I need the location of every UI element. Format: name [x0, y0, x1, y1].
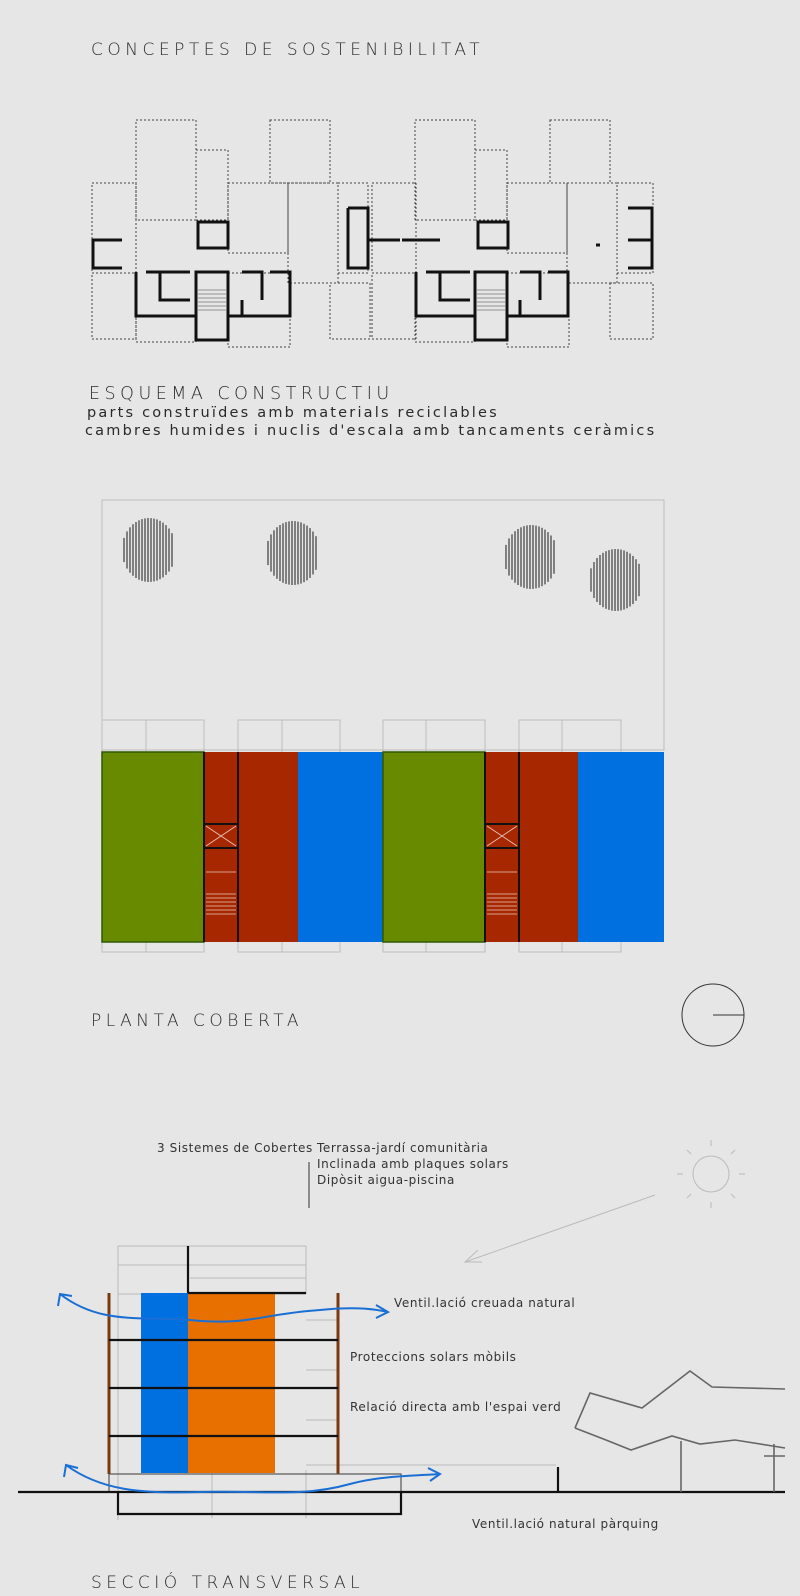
- roof-type-3: Dipòsit aigua-piscina: [317, 1173, 455, 1187]
- roof-type-1: Terrassa-jardí comunitària: [317, 1141, 489, 1155]
- roof-type-2: Inclinada amb plaques solars: [317, 1157, 509, 1171]
- section-title: SECCIÓ TRANSVERSAL: [91, 1573, 365, 1593]
- sun-icon: [677, 1140, 745, 1208]
- green-relation-label: Relació directa amb l'espai verd: [350, 1400, 562, 1414]
- sheet-title: CONCEPTES DE SOSTENIBILITAT: [91, 40, 485, 60]
- solar-protection-label: Proteccions solars mòbils: [350, 1350, 517, 1364]
- construction-line-1: parts construïdes amb materials reciclables: [87, 405, 499, 421]
- roofs-heading: 3 Sistemes de Cobertes: [157, 1141, 313, 1155]
- roof-plan-title: PLANTA COBERTA: [91, 1011, 303, 1031]
- construction-line-2: cambres humides i nuclis d'escala amb tancaments ceràmics: [85, 423, 657, 439]
- parking-ventilation-label: Ventil.lació natural pàrquing: [472, 1517, 659, 1531]
- cross-ventilation-label: Ventil.lació creuada natural: [394, 1296, 576, 1310]
- tree-icon: [575, 1371, 785, 1492]
- sun-ray-arrow: [465, 1195, 655, 1262]
- construction-title: ESQUEMA CONSTRUCTIU: [89, 384, 394, 404]
